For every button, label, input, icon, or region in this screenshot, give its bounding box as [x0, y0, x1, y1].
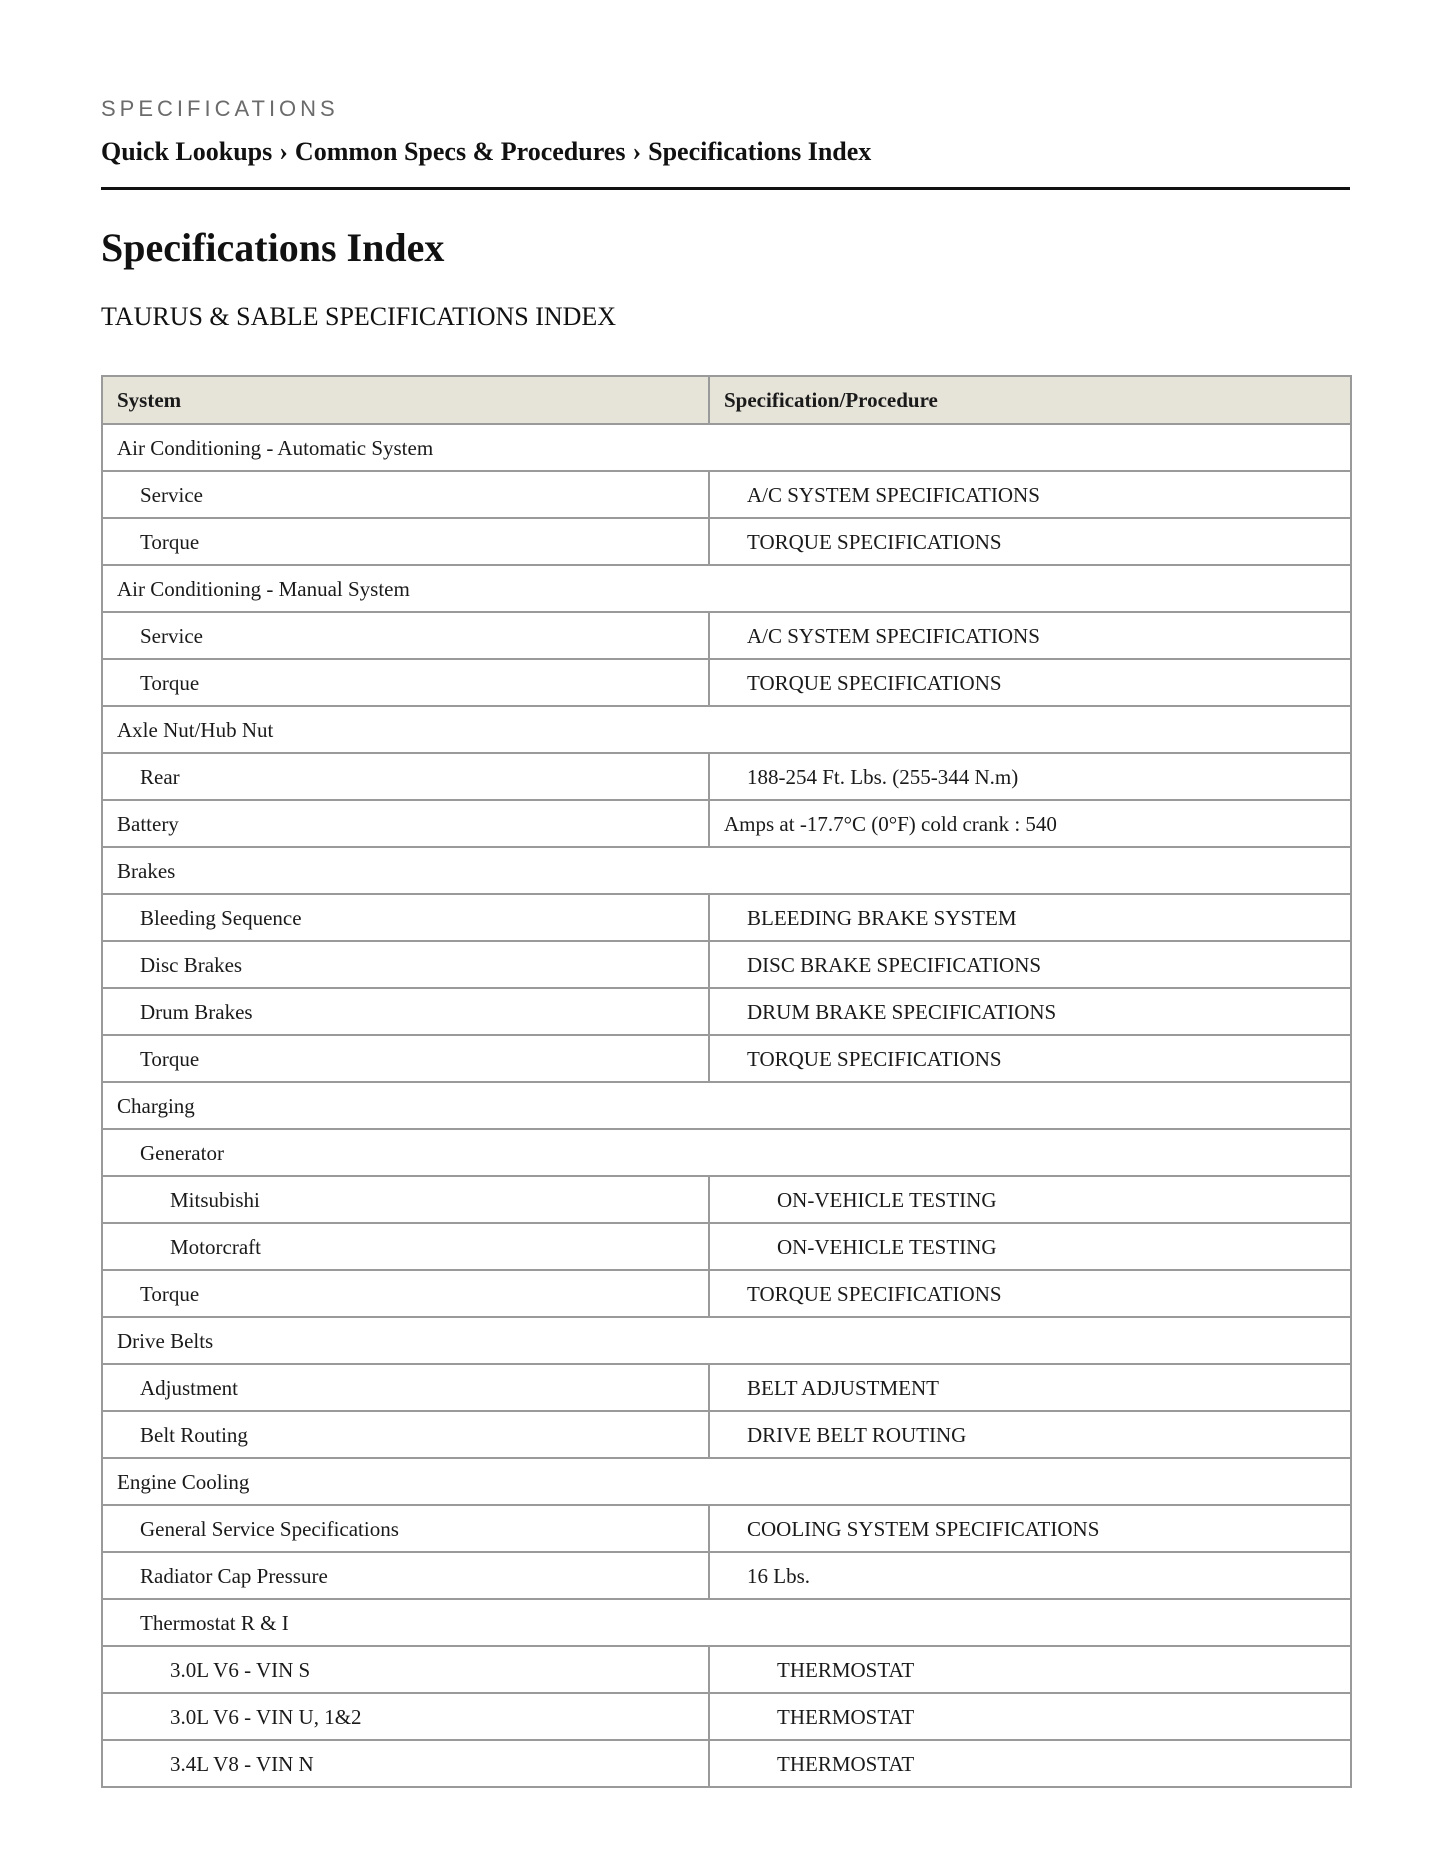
table-row — [102, 1411, 1351, 1458]
system-cell: Rear — [102, 753, 709, 800]
specification-cell[interactable]: Amps at -17.7°C (0°F) cold crank : 540 — [709, 800, 1351, 847]
specification-cell[interactable]: TORQUE SPECIFICATIONS — [709, 518, 1351, 565]
document-page — [101, 0, 1350, 1788]
table-row — [102, 894, 1351, 941]
system-cell: Torque — [102, 1270, 709, 1317]
system-cell: Radiator Cap Pressure — [102, 1552, 709, 1599]
table-row — [102, 471, 1351, 518]
section-label: SPECIFICATIONS — [101, 96, 339, 121]
table-row — [102, 1505, 1351, 1552]
table-row — [102, 1270, 1351, 1317]
system-cell: Service — [102, 471, 709, 518]
specification-cell[interactable]: DRUM BRAKE SPECIFICATIONS — [709, 988, 1351, 1035]
system-group-cell: Generator — [102, 1129, 1351, 1176]
system-cell: Battery — [102, 800, 709, 847]
system-group-cell: Brakes — [102, 847, 1351, 894]
system-cell: Belt Routing — [102, 1411, 709, 1458]
system-cell: Disc Brakes — [102, 941, 709, 988]
table-row — [102, 1176, 1351, 1223]
breadcrumb-separator: › — [279, 137, 288, 166]
page-subtitle: TAURUS & SABLE SPECIFICATIONS INDEX — [101, 302, 617, 331]
system-group-cell: Air Conditioning - Manual System — [102, 565, 1351, 612]
specification-cell[interactable]: TORQUE SPECIFICATIONS — [709, 1035, 1351, 1082]
table-row — [102, 988, 1351, 1035]
specification-cell[interactable]: COOLING SYSTEM SPECIFICATIONS — [709, 1505, 1351, 1552]
specification-cell[interactable]: DRIVE BELT ROUTING — [709, 1411, 1351, 1458]
table-row — [102, 1364, 1351, 1411]
table-row — [102, 847, 1351, 894]
table-row — [102, 1317, 1351, 1364]
table-row — [102, 612, 1351, 659]
column-header-specification: Specification/Procedure — [709, 376, 1351, 424]
system-cell: 3.4L V8 - VIN N — [102, 1740, 709, 1787]
table-row — [102, 518, 1351, 565]
specification-cell[interactable]: TORQUE SPECIFICATIONS — [709, 659, 1351, 706]
table-body — [102, 424, 1351, 1787]
column-header-system: System — [102, 376, 709, 424]
specification-cell[interactable]: ON-VEHICLE TESTING — [709, 1176, 1351, 1223]
specification-cell[interactable]: BLEEDING BRAKE SYSTEM — [709, 894, 1351, 941]
system-cell: Torque — [102, 659, 709, 706]
specification-cell[interactable]: A/C SYSTEM SPECIFICATIONS — [709, 612, 1351, 659]
system-cell: Torque — [102, 1035, 709, 1082]
system-group-cell: Drive Belts — [102, 1317, 1351, 1364]
specification-cell[interactable]: ON-VEHICLE TESTING — [709, 1223, 1351, 1270]
table-row — [102, 1458, 1351, 1505]
table-row — [102, 1646, 1351, 1693]
specification-cell[interactable]: BELT ADJUSTMENT — [709, 1364, 1351, 1411]
breadcrumb — [101, 136, 1350, 190]
specification-cell[interactable]: THERMOSTAT — [709, 1740, 1351, 1787]
specification-cell[interactable]: A/C SYSTEM SPECIFICATIONS — [709, 471, 1351, 518]
breadcrumb-item-current: Specifications Index — [648, 137, 872, 166]
system-group-cell: Thermostat R & I — [102, 1599, 1351, 1646]
specification-cell[interactable]: DISC BRAKE SPECIFICATIONS — [709, 941, 1351, 988]
breadcrumb-item-common-specs[interactable]: Common Specs & Procedures — [294, 137, 626, 166]
table-row — [102, 1223, 1351, 1270]
specification-cell[interactable]: THERMOSTAT — [709, 1646, 1351, 1693]
table-row — [102, 659, 1351, 706]
system-cell: Motorcraft — [102, 1223, 709, 1270]
table-row — [102, 941, 1351, 988]
system-cell: Bleeding Sequence — [102, 894, 709, 941]
system-cell: Adjustment — [102, 1364, 709, 1411]
specification-cell[interactable]: TORQUE SPECIFICATIONS — [709, 1270, 1351, 1317]
table-row — [102, 1552, 1351, 1599]
table-row — [102, 1035, 1351, 1082]
breadcrumb-item-quick-lookups[interactable]: Quick Lookups — [101, 137, 273, 166]
system-group-cell: Air Conditioning - Automatic System — [102, 424, 1351, 471]
table-row — [102, 706, 1351, 753]
specification-cell[interactable]: THERMOSTAT — [709, 1693, 1351, 1740]
table-row — [102, 1082, 1351, 1129]
system-cell: Drum Brakes — [102, 988, 709, 1035]
table-row — [102, 753, 1351, 800]
specification-cell[interactable]: 188-254 Ft. Lbs. (255-344 N.m) — [709, 753, 1351, 800]
table-header-row — [102, 376, 1351, 424]
specification-cell[interactable]: 16 Lbs. — [709, 1552, 1351, 1599]
breadcrumb-separator: › — [632, 137, 642, 166]
table-row — [102, 565, 1351, 612]
table-row — [102, 800, 1351, 847]
system-group-cell: Engine Cooling — [102, 1458, 1351, 1505]
system-cell: Torque — [102, 518, 709, 565]
table-row — [102, 1599, 1351, 1646]
system-cell: 3.0L V6 - VIN S — [102, 1646, 709, 1693]
system-cell: Mitsubishi — [102, 1176, 709, 1223]
page-title: Specifications Index — [101, 225, 445, 270]
system-cell: General Service Specifications — [102, 1505, 709, 1552]
table-row — [102, 424, 1351, 471]
table-row — [102, 1740, 1351, 1787]
system-cell: Service — [102, 612, 709, 659]
system-group-cell: Charging — [102, 1082, 1351, 1129]
table-row — [102, 1693, 1351, 1740]
table-row — [102, 1129, 1351, 1176]
specifications-table — [101, 375, 1352, 1788]
system-group-cell: Axle Nut/Hub Nut — [102, 706, 1351, 753]
system-cell: 3.0L V6 - VIN U, 1&2 — [102, 1693, 709, 1740]
